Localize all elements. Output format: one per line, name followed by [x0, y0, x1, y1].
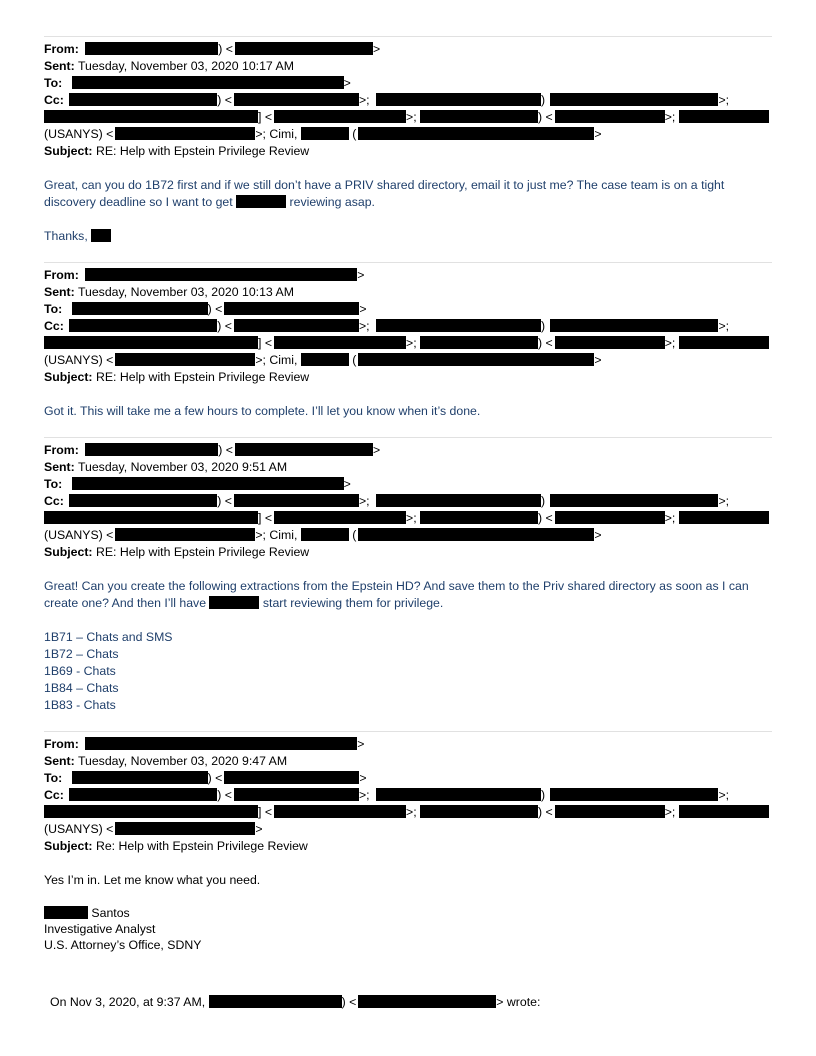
cc-line: (USANYS) < >; Cimi, ( >: [44, 353, 602, 367]
redaction-block: [69, 319, 217, 332]
cc-line: ] < >; ) < >;: [44, 335, 772, 352]
cc-line: Cc: ) < >; ) >;: [44, 93, 730, 107]
redaction-block: [115, 353, 255, 366]
redaction-block: [115, 822, 255, 835]
list-item: 1B71 – Chats and SMS: [44, 630, 173, 644]
email-header-2: [44, 267, 772, 386]
body-text: create one? And then I’ll have: [44, 596, 207, 610]
cc-line: (USANYS) < >; Cimi, ( >: [44, 528, 602, 542]
body-text: start reviewing them for privilege.: [262, 596, 444, 610]
body-line: Great! Can you create the following extractions from the Epstein HD? And save them to the Priv shared directory as soon as I can: [44, 579, 749, 593]
redaction-block: [555, 805, 665, 818]
email-separator: [44, 437, 772, 438]
redaction-block: [85, 737, 357, 750]
redaction-block: [44, 336, 258, 349]
redaction-block: [555, 511, 665, 524]
signature-title: Investigative Analyst: [44, 922, 156, 936]
email-body: [44, 403, 772, 420]
redaction-block: [358, 353, 594, 366]
subject-line: [44, 143, 772, 160]
redaction-block: [224, 302, 359, 315]
redaction-block: [234, 788, 359, 801]
redaction-block: [358, 127, 594, 140]
body-paragraph: [44, 177, 772, 211]
email-header-1: [44, 41, 772, 160]
redaction-block: [550, 319, 718, 332]
body-text: reviewing asap.: [289, 195, 375, 209]
from-label: From:: [44, 42, 79, 56]
list-item: 1B72 – Chats: [44, 647, 119, 661]
redaction-block: [115, 528, 255, 541]
email-thread: [44, 36, 772, 1012]
cc-label: Cc:: [44, 93, 64, 107]
redaction-block: [420, 511, 538, 524]
redaction-block: [69, 494, 217, 507]
redaction-block: [274, 110, 406, 123]
email-separator: [44, 262, 772, 263]
signature-name: [44, 905, 772, 921]
redaction-block: [236, 195, 286, 208]
redaction-block: [301, 127, 349, 140]
redaction-block: [234, 319, 359, 332]
redaction-block: [209, 995, 342, 1008]
redaction-block: [85, 268, 357, 281]
redaction-block: [679, 336, 769, 349]
redaction-block: [72, 302, 208, 315]
redaction-block: [235, 42, 373, 55]
signature-surname: Santos: [91, 906, 130, 920]
redaction-block: [376, 494, 541, 507]
redaction-block: [234, 93, 359, 106]
sent-line: [44, 58, 772, 75]
to-line: To: ) < >: [44, 771, 367, 785]
quoted-reply-header: On Nov 3, 2020, at 9:37 AM, ) < > wrote:: [50, 995, 541, 1009]
signature-office: U.S. Attorney’s Office, SDNY: [44, 938, 202, 952]
redaction-block: [274, 511, 406, 524]
cc-line: Cc: ) < >; ) >;: [44, 494, 730, 508]
cc-text: (USANYS) <: [44, 528, 114, 542]
email-body: [44, 872, 772, 953]
subject-label: Subject:: [44, 370, 93, 384]
email-body: [44, 578, 772, 714]
cc-line: Cc: ) < >; ) >;: [44, 319, 730, 333]
redaction-block: [234, 494, 359, 507]
to-line: To: ) < >: [44, 302, 367, 316]
redaction-block: [420, 336, 538, 349]
cc-line: ] < >; ) < >;: [44, 109, 772, 126]
redaction-block: [679, 110, 769, 123]
subject-line: [44, 838, 772, 855]
redaction-block: [420, 110, 538, 123]
subject-value: RE: Help with Epstein Privilege Review: [95, 144, 310, 158]
from-line: From: ) < >: [44, 443, 381, 457]
cc-text: (: [352, 528, 357, 542]
body-paragraph: Got it. This will take me a few hours to complete. I’ll let you know when it’s done.: [44, 404, 481, 418]
redaction-block: [44, 110, 258, 123]
email-header-3: [44, 442, 772, 561]
cc-line: Cc: ) < >; ) >;: [44, 788, 730, 802]
redaction-block: [115, 127, 255, 140]
to-line: To: >: [44, 477, 351, 491]
cc-text: (USANYS) <: [44, 127, 114, 141]
redaction-block: [85, 42, 218, 55]
cc-label: Cc:: [44, 494, 64, 508]
subject-value: Re: Help with Epstein Privilege Review: [95, 839, 308, 853]
redaction-block: [420, 805, 538, 818]
sent-line: [44, 459, 772, 476]
redaction-block: [72, 477, 344, 490]
redaction-block: [69, 93, 217, 106]
extraction-list: [44, 629, 772, 714]
sent-value: Tuesday, November 03, 2020 9:51 AM: [77, 460, 288, 474]
to-label: To:: [44, 771, 63, 785]
quote-prefix: On Nov 3, 2020, at 9:37 AM,: [50, 995, 206, 1009]
list-item: 1B84 – Chats: [44, 681, 119, 695]
from-line: From: >: [44, 737, 365, 751]
body-closing: [44, 228, 772, 245]
from-line: From: ) < >: [44, 42, 381, 56]
redaction-block: [376, 319, 541, 332]
subject-label: Subject:: [44, 839, 93, 853]
cc-text: (USANYS) <: [44, 822, 114, 836]
redaction-block: [550, 93, 718, 106]
redaction-block: [301, 528, 349, 541]
sent-value: Tuesday, November 03, 2020 10:13 AM: [77, 285, 294, 299]
cc-text: (: [352, 127, 357, 141]
subject-line: [44, 369, 772, 386]
from-label: From:: [44, 737, 79, 751]
redaction-block: [555, 336, 665, 349]
redaction-block: [44, 805, 258, 818]
subject-value: RE: Help with Epstein Privilege Review: [95, 545, 310, 559]
redaction-block: [85, 443, 218, 456]
from-line: From: >: [44, 268, 365, 282]
sent-line: [44, 753, 772, 770]
to-label: To:: [44, 477, 63, 491]
sent-label: Sent:: [44, 285, 75, 299]
subject-label: Subject:: [44, 144, 93, 158]
subject-value: RE: Help with Epstein Privilege Review: [95, 370, 310, 384]
redaction-block: [376, 788, 541, 801]
email-body: [44, 177, 772, 245]
redaction-block: [550, 494, 718, 507]
to-label: To:: [44, 76, 63, 90]
cc-text: (USANYS) <: [44, 353, 114, 367]
to-label: To:: [44, 302, 63, 316]
cc-text: >; Cimi,: [255, 127, 298, 141]
list-item: 1B83 - Chats: [44, 698, 116, 712]
redaction-block: [679, 805, 769, 818]
cc-line: ] < >; ) < >;: [44, 804, 772, 821]
redaction-block: [224, 771, 359, 784]
email-separator: [44, 36, 772, 37]
redaction-block: [274, 336, 406, 349]
cc-line: (USANYS) < >: [44, 822, 263, 836]
cc-text: >; Cimi,: [255, 528, 298, 542]
redaction-block: [358, 995, 496, 1008]
redaction-block: [72, 76, 344, 89]
list-item: 1B69 - Chats: [44, 664, 116, 678]
redaction-block: [44, 906, 88, 919]
redaction-block: [235, 443, 373, 456]
redaction-block: [72, 771, 208, 784]
redaction-block: [358, 528, 594, 541]
body-paragraph: Yes I’m in. Let me know what you need.: [44, 873, 261, 887]
body-text: Thanks,: [44, 229, 88, 243]
redaction-block: [301, 353, 349, 366]
from-label: From:: [44, 443, 79, 457]
sent-label: Sent:: [44, 59, 75, 73]
redaction-block: [91, 229, 111, 242]
redaction-block: [209, 596, 259, 609]
redaction-block: [44, 511, 258, 524]
cc-label: Cc:: [44, 788, 64, 802]
sent-label: Sent:: [44, 754, 75, 768]
sent-value: Tuesday, November 03, 2020 10:17 AM: [77, 59, 294, 73]
from-label: From:: [44, 268, 79, 282]
email-separator: [44, 731, 772, 732]
cc-line: ] < >; ) < >;: [44, 510, 772, 527]
sent-label: Sent:: [44, 460, 75, 474]
subject-label: Subject:: [44, 545, 93, 559]
redaction-block: [679, 511, 769, 524]
cc-label: Cc:: [44, 319, 64, 333]
redaction-block: [555, 110, 665, 123]
sent-value: Tuesday, November 03, 2020 9:47 AM: [77, 754, 288, 768]
cc-text: (: [352, 353, 357, 367]
redaction-block: [69, 788, 217, 801]
body-line: [44, 595, 772, 612]
cc-line: (USANYS) < >; Cimi, ( >: [44, 127, 602, 141]
cc-text: >; Cimi,: [255, 353, 298, 367]
redaction-block: [550, 788, 718, 801]
body-text: Great, can you do 1B72 first and if we still don’t have a PRIV shared directory, email it to just me? The case team is on a tight discovery deadline so I want to get: [44, 178, 725, 209]
email-header-4: [44, 736, 772, 855]
subject-line: [44, 544, 772, 561]
to-line: To: >: [44, 76, 351, 90]
sent-line: [44, 284, 772, 301]
quote-suffix: > wrote:: [496, 995, 541, 1009]
redaction-block: [376, 93, 541, 106]
redaction-block: [274, 805, 406, 818]
